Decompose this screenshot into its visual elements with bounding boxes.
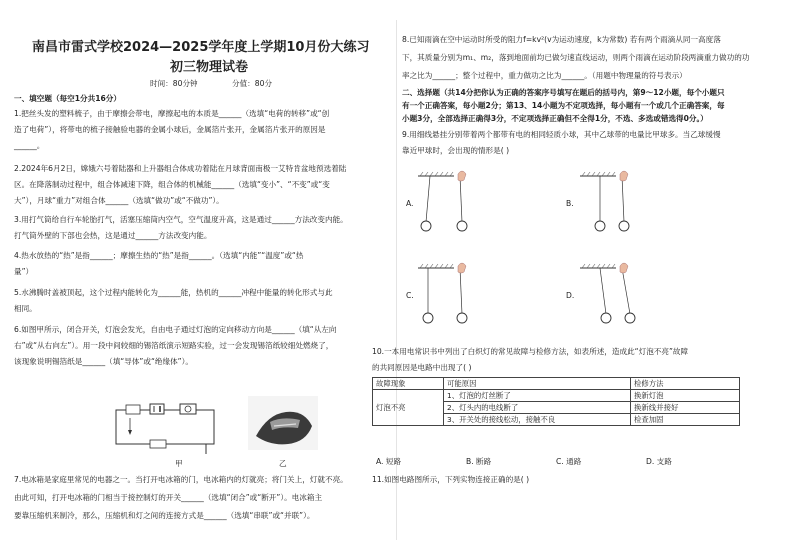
table-cell-symptom: 灯泡不亮 bbox=[373, 390, 444, 426]
left-column bbox=[0, 0, 396, 560]
q9-option-a: A. bbox=[406, 199, 414, 208]
q10-option-b: B. 断路 bbox=[466, 457, 492, 466]
q9-option-c: C. bbox=[406, 291, 414, 300]
q9-line2: 靠近甲球时，会出现的情形是( ) bbox=[402, 146, 510, 155]
q6-line3: 该现象说明锡箔纸是______（填“导体”或“绝缘体”）。 bbox=[14, 357, 193, 366]
table-cell-fix: 换新线并接好 bbox=[631, 402, 740, 414]
tinfoil-photo-yi bbox=[248, 396, 318, 450]
q8-line1: 8.已知雨滴在空中运动时所受的阻力f=kv²(v为运动速度，k为常数) 若有两个雨滴从同一高度落 bbox=[402, 35, 721, 44]
q10-option-a: A. 短路 bbox=[376, 457, 402, 466]
table-cell-fix: 检查加固 bbox=[631, 414, 740, 426]
pendulum-figure-a bbox=[414, 170, 484, 242]
q9-line1: 9.用细线悬挂分别带着两个都带有电的相同轻质小球，其中乙球带的电量比甲球多。当乙球缓慢 bbox=[402, 130, 721, 139]
pendulum-figure-c bbox=[414, 262, 484, 334]
pendulum-figure-b bbox=[576, 170, 646, 242]
q5-line1: 5.水沸腾时盖被顶起，这个过程内能转化为______能，热机的______冲程中能量的转化形式与此 bbox=[14, 288, 333, 297]
q7-line3: 要靠压缩机来制冷，那么，压缩机和灯之间的连接方式是______（选填“串联”或“并联”）。 bbox=[14, 511, 315, 520]
fault-table bbox=[372, 377, 740, 426]
table-cell-cause: 2、灯头内的电线断了 bbox=[444, 402, 631, 414]
q10-line1: 10.一本用电常识书中列出了白炽灯的常见故障与检修方法，如表所述，造成此“灯泡不亮”故障 bbox=[372, 347, 689, 356]
q2-line1: 2.2024年6月2日，嫦娥六号着陆器和上升器组合体成功着陆在月球背面南极一艾特肯盆地预选着陆 bbox=[14, 164, 347, 173]
q4-line2: 量”） bbox=[14, 267, 34, 276]
exam-score: 分值：80分 bbox=[232, 79, 273, 88]
table-cell-fix: 换新灯泡 bbox=[631, 390, 740, 402]
section-choice-line2: 有一个正确答案，每小题2分；第13、14小题为不定项选择，每小题有一个或几个正确答案，每 bbox=[402, 101, 725, 110]
q6-line1: 6.如图甲所示，闭合开关，灯泡会发光，自由电子通过灯泡的定向移动方向是______（填“从左向 bbox=[14, 325, 337, 334]
q4-line1: 4.热水放热的“热”是指______；摩擦生热的“热”是指______。（选填“内能”“温度”或“热 bbox=[14, 251, 304, 260]
pendulum-figure-d bbox=[576, 262, 646, 334]
section-choice-line1: 二、选择题（共14分把你认为正确的答案序号填写在题后的括号内，第9～12小题，每个小题只 bbox=[402, 88, 725, 97]
q10-option-d: D. 支路 bbox=[646, 457, 672, 466]
table-row bbox=[373, 390, 740, 402]
q10-line2: 的共同原因是电路中出现了( ) bbox=[372, 363, 472, 372]
exam-subtitle: 初三物理试卷 bbox=[170, 60, 249, 75]
q2-line3: 大”），月球“重力”对组合体______（选填“做功”或“不做功”）。 bbox=[14, 196, 224, 205]
q7-line1: 7.电冰箱是家庭里常见的电器之一。当打开电冰箱的门，电冰箱内的灯就亮；将门关上，灯就不亮。 bbox=[14, 475, 348, 484]
exam-time: 时间：80分钟 bbox=[150, 79, 198, 88]
fig-label-yi: 乙 bbox=[279, 459, 287, 468]
q8-line2: 下，其质量分别为m₁、m₂，落到地面前均已做匀速直线运动，则两个雨滴在运动阶段两滴重力做功的功 bbox=[402, 53, 750, 62]
q10-option-c: C. 通路 bbox=[556, 457, 582, 466]
q9-option-d: D. bbox=[566, 291, 575, 300]
q3-line2: 打气筒外壁的下部也会热，这是通过______方法改变内能。 bbox=[14, 231, 212, 240]
q11-line: 11.如图电路图所示，下列实物连接正确的是( ) bbox=[372, 475, 530, 484]
q7-line2: 由此可知，打开电冰箱的门相当于接控制灯的开关______（选填“闭合”或“断开”）。电冰箱主 bbox=[14, 493, 323, 502]
circuit-figure-jia bbox=[110, 400, 220, 458]
q6-line2: 右”或“从右向左”）。用一段中间较细的锡箔纸演示短路实验，过一会发现锡箔纸较细处燃烧了， bbox=[14, 341, 334, 350]
q5-line2: 相同。 bbox=[14, 304, 37, 313]
section-fill-blank: 一、填空题（每空1分共16分） bbox=[14, 94, 121, 103]
fig-label-jia: 甲 bbox=[175, 459, 183, 468]
q1-line1: 1.把丝头发的塑料梳子，由于摩擦会带电，摩擦起电的本质是______（选填“电荷的转移”或“创 bbox=[14, 109, 330, 118]
q1-line3: ______。 bbox=[14, 141, 45, 150]
table-header-symptom: 故障现象 bbox=[373, 378, 444, 390]
exam-title: 南昌市雷式学校2024—2025学年度上学期10月份大练习 bbox=[32, 40, 370, 55]
q8-line3: 率之比为______；整个过程中，重力做功之比为______。（用题中物理量的符号表示） bbox=[402, 71, 687, 80]
table-header-row bbox=[373, 378, 740, 390]
q2-line2: 区。在降落制动过程中，组合体减速下降，组合体的机械能______（选填“变小”、“不变”或“变 bbox=[14, 180, 330, 189]
q1-line2: 造了电荷”），将带电的梳子接触验电器的金属小球后，金属箔片张开，金属箔片张开的原因是 bbox=[14, 125, 326, 134]
table-header-fix: 检修方法 bbox=[631, 378, 740, 390]
table-cell-cause: 3、开关处的接线松动，接触不良 bbox=[444, 414, 631, 426]
section-choice-line3: 小题3分，全部选择正确得3分，不定项选择正确但不全得1分，不选、多选或错选得0分。） bbox=[402, 114, 708, 123]
q9-option-b: B. bbox=[566, 199, 574, 208]
table-header-cause: 可能原因 bbox=[444, 378, 631, 390]
table-cell-cause: 1、灯泡的灯丝断了 bbox=[444, 390, 631, 402]
q3-line1: 3.用打气筒给自行车轮胎打气，活塞压缩筒内空气，空气温度升高，这是通过______方法改变内能。 bbox=[14, 215, 348, 224]
